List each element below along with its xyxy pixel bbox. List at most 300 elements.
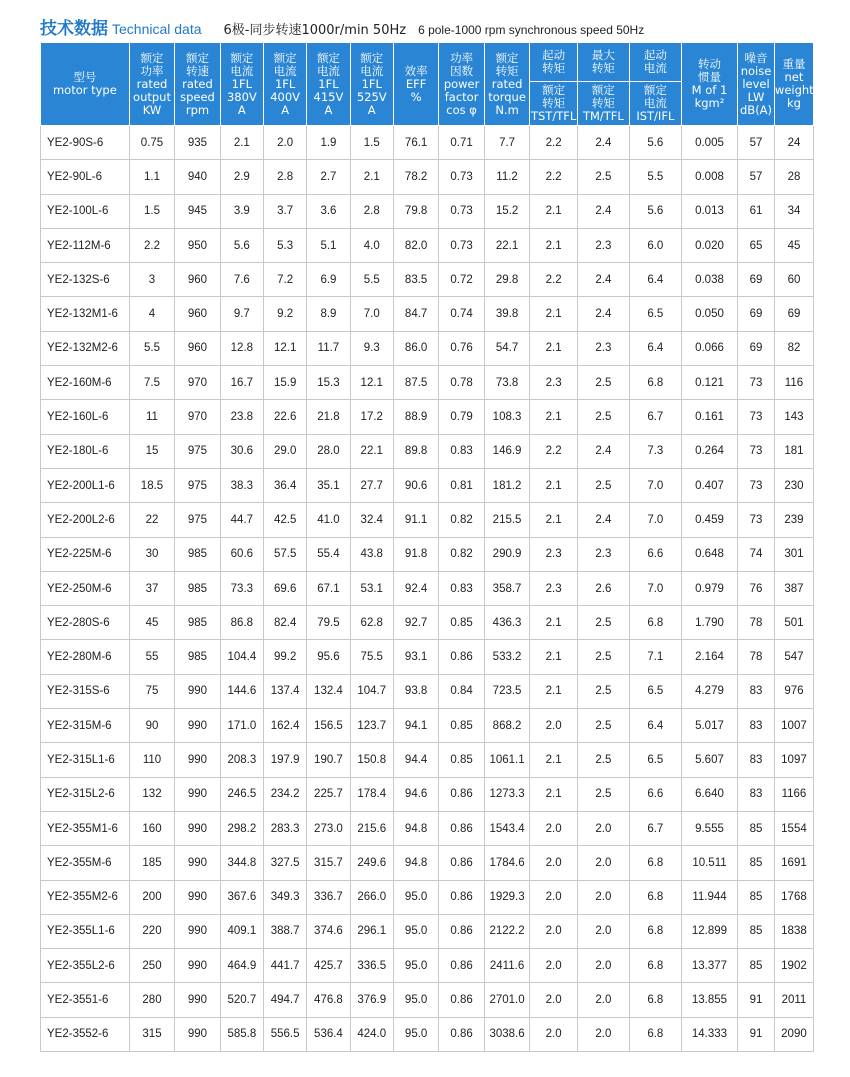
table-cell: 91 <box>738 1017 775 1051</box>
table-cell: 75.5 <box>350 640 393 674</box>
table-cell: 0.86 <box>439 914 484 948</box>
table-cell: 55.4 <box>307 537 350 571</box>
table-cell: 85 <box>738 846 775 880</box>
table-cell: 2.0 <box>530 1017 578 1051</box>
table-cell: 6.4 <box>629 263 681 297</box>
table-row <box>41 537 814 571</box>
table-cell: 7.1 <box>629 640 681 674</box>
header-line: 1FL <box>318 76 339 91</box>
table-cell: 985 <box>175 606 220 640</box>
table-cell: 2.1 <box>530 400 578 434</box>
table-cell: 39.8 <box>484 297 529 331</box>
table-cell: 0.264 <box>681 434 737 468</box>
header-line: rpm <box>185 102 210 117</box>
table-cell: 12.8 <box>220 331 263 365</box>
title-en: Technical data <box>112 21 202 37</box>
table-cell: 17.2 <box>350 400 393 434</box>
table-cell: 36.4 <box>264 468 307 502</box>
table-cell: 6.6 <box>629 537 681 571</box>
table-row <box>41 777 814 811</box>
table-cell: 5.3 <box>264 228 307 262</box>
table-cell: 208.3 <box>220 743 263 777</box>
table-cell: 1166 <box>774 777 813 811</box>
table-cell: 3.9 <box>220 194 263 228</box>
table-cell: 0.84 <box>439 674 484 708</box>
table-cell: 2.1 <box>530 503 578 537</box>
table-cell: 336.5 <box>350 949 393 983</box>
table-body <box>41 126 814 1052</box>
table-cell: 2.2 <box>129 228 174 262</box>
table-cell: 424.0 <box>350 1017 393 1051</box>
table-cell: 5.1 <box>307 228 350 262</box>
table-row <box>41 640 814 674</box>
header-line: 转矩 <box>591 96 615 110</box>
header-line: 噪音 <box>744 50 768 65</box>
table-cell: 73.3 <box>220 571 263 605</box>
header-line: 1FL <box>231 76 253 91</box>
table-cell: 54.7 <box>484 331 529 365</box>
table-cell: 2.3 <box>530 537 578 571</box>
table-cell: 0.86 <box>439 1017 484 1051</box>
header-line: 惯量 <box>697 70 721 84</box>
table-cell: 156.5 <box>307 709 350 743</box>
table-cell: 7.0 <box>350 297 393 331</box>
table-cell: 0.459 <box>681 503 737 537</box>
table-cell: 290.9 <box>484 537 529 571</box>
table-cell: 215.5 <box>484 503 529 537</box>
table-cell: 0.013 <box>681 194 737 228</box>
table-cell: 2.0 <box>577 914 629 948</box>
table-cell: 2.7 <box>307 160 350 194</box>
header-line: cos φ <box>446 102 477 117</box>
table-row <box>41 914 814 948</box>
table-cell: 92.4 <box>393 571 438 605</box>
header-line: A <box>367 102 376 117</box>
table-cell: 6.8 <box>629 366 681 400</box>
table-row <box>41 400 814 434</box>
cell-model: YE2-100L-6 <box>41 194 130 228</box>
table-cell: 108.3 <box>484 400 529 434</box>
table-row <box>41 1017 814 1051</box>
table-cell: 9.3 <box>350 331 393 365</box>
table-cell: 975 <box>175 434 220 468</box>
table-cell: 2.1 <box>530 777 578 811</box>
cell-model: YE2-355M-6 <box>41 846 130 880</box>
table-cell: 960 <box>175 297 220 331</box>
table-cell: 7.0 <box>629 571 681 605</box>
table-cell: 494.7 <box>264 983 307 1017</box>
table-cell: 34 <box>774 194 813 228</box>
table-cell: 60 <box>774 263 813 297</box>
table-cell: 6.4 <box>629 331 681 365</box>
table-cell: 1.5 <box>350 126 393 160</box>
table-cell: 2.5 <box>577 606 629 640</box>
header-line: 起动 <box>542 48 566 62</box>
table-cell: 86.0 <box>393 331 438 365</box>
header-line: M of 1 <box>691 83 728 97</box>
table-cell: 367.6 <box>220 880 263 914</box>
cell-model: YE2-315M-6 <box>41 709 130 743</box>
table-cell: 1.790 <box>681 606 737 640</box>
table-cell: 436.3 <box>484 606 529 640</box>
header-line: kgm² <box>694 96 725 110</box>
header-line: 电流 <box>360 63 384 78</box>
table-cell: 327.5 <box>264 846 307 880</box>
header-line: 额定 <box>230 50 254 65</box>
header-current-415v <box>307 43 350 126</box>
table-cell: 95.6 <box>307 640 350 674</box>
table-cell: 13.377 <box>681 949 737 983</box>
table-cell: 90 <box>129 709 174 743</box>
table-cell: 83 <box>738 743 775 777</box>
table-cell: 990 <box>175 846 220 880</box>
table-cell: 0.86 <box>439 777 484 811</box>
header-line: 重量 <box>782 57 806 71</box>
table-cell: 585.8 <box>220 1017 263 1051</box>
table-cell: 5.607 <box>681 743 737 777</box>
header-rated-torque <box>484 43 529 126</box>
header-start-torque-bottom <box>530 82 578 126</box>
table-cell: 7.0 <box>629 468 681 502</box>
table-cell: 990 <box>175 811 220 845</box>
table-row <box>41 331 814 365</box>
table-cell: 2.0 <box>530 880 578 914</box>
cell-model: YE2-315L2-6 <box>41 777 130 811</box>
table-row <box>41 674 814 708</box>
table-cell: 1554 <box>774 811 813 845</box>
table-cell: 5.5 <box>629 160 681 194</box>
table-cell: 73 <box>738 434 775 468</box>
header-line: rated <box>136 76 168 91</box>
header-line: kg <box>786 96 801 110</box>
table-cell: 14.333 <box>681 1017 737 1051</box>
table-cell: 0.85 <box>439 709 484 743</box>
table-cell: 5.5 <box>350 263 393 297</box>
table-cell: 18.5 <box>129 468 174 502</box>
header-line: factor <box>444 89 479 104</box>
table-cell: 92.7 <box>393 606 438 640</box>
header-line: 转动 <box>697 57 721 71</box>
table-cell: 5.6 <box>629 126 681 160</box>
table-cell: 868.2 <box>484 709 529 743</box>
table-cell: 76 <box>738 571 775 605</box>
header-line: TST/TFL <box>530 109 577 123</box>
table-cell: 230 <box>774 468 813 502</box>
table-cell: 4 <box>129 297 174 331</box>
header-line: rated <box>182 76 213 91</box>
table-cell: 2.8 <box>264 160 307 194</box>
table-cell: 23.8 <box>220 400 263 434</box>
header-line: 1FL <box>274 76 296 91</box>
table-cell: 42.5 <box>264 503 307 537</box>
table-cell: 249.6 <box>350 846 393 880</box>
table-cell: 2.9 <box>220 160 263 194</box>
header-line: KW <box>142 102 162 117</box>
header-line: IST/IFL <box>636 109 675 123</box>
table-cell: 2.0 <box>577 846 629 880</box>
header-line: 额定 <box>140 50 164 65</box>
table-cell: 29.0 <box>264 434 307 468</box>
header-line: 转矩 <box>542 61 566 75</box>
table-cell: 0.008 <box>681 160 737 194</box>
table-cell: 2.1 <box>530 228 578 262</box>
table-cell: 2.2 <box>530 263 578 297</box>
table-cell: 2011 <box>774 983 813 1017</box>
header-current-380v <box>220 43 263 126</box>
table-cell: 0.979 <box>681 571 737 605</box>
table-cell: 60.6 <box>220 537 263 571</box>
table-cell: 7.0 <box>629 503 681 537</box>
table-cell: 2.164 <box>681 640 737 674</box>
table-cell: 91.8 <box>393 537 438 571</box>
table-cell: 99.2 <box>264 640 307 674</box>
table-cell: 2.3 <box>530 366 578 400</box>
table-cell: 44.7 <box>220 503 263 537</box>
table-cell: 73 <box>738 366 775 400</box>
table-cell: 6.8 <box>629 606 681 640</box>
header-line: noise <box>740 63 772 78</box>
table-row <box>41 194 814 228</box>
table-cell: 69 <box>738 331 775 365</box>
table-cell: 990 <box>175 743 220 777</box>
table-cell: 178.4 <box>350 777 393 811</box>
table-cell: 0.86 <box>439 949 484 983</box>
table-cell: 6.6 <box>629 777 681 811</box>
table-cell: 0.121 <box>681 366 737 400</box>
table-cell: 990 <box>175 880 220 914</box>
table-row <box>41 503 814 537</box>
cell-model: YE2-250M-6 <box>41 571 130 605</box>
table-cell: 197.9 <box>264 743 307 777</box>
table-cell: 1061.1 <box>484 743 529 777</box>
table-row <box>41 743 814 777</box>
header-line: 转速 <box>185 63 209 78</box>
table-cell: 27.7 <box>350 468 393 502</box>
table-cell: 0.038 <box>681 263 737 297</box>
table-cell: 2.8 <box>350 194 393 228</box>
table-cell: 94.8 <box>393 811 438 845</box>
table-cell: 533.2 <box>484 640 529 674</box>
table-cell: 425.7 <box>307 949 350 983</box>
table-cell: 85 <box>738 811 775 845</box>
table-cell: 2.0 <box>530 709 578 743</box>
table-cell: 6.8 <box>629 914 681 948</box>
table-cell: 29.8 <box>484 263 529 297</box>
table-row <box>41 160 814 194</box>
table-cell: 76.1 <box>393 126 438 160</box>
header-line: 额定 <box>495 50 519 65</box>
table-cell: 7.3 <box>629 434 681 468</box>
table-row <box>41 228 814 262</box>
header-line: 额定 <box>316 50 340 65</box>
table-cell: 2.5 <box>577 674 629 708</box>
table-cell: 464.9 <box>220 949 263 983</box>
table-cell: 2.3 <box>530 571 578 605</box>
table-cell: 4.0 <box>350 228 393 262</box>
table-cell: 0.066 <box>681 331 737 365</box>
table-cell: 536.4 <box>307 1017 350 1051</box>
table-cell: 239 <box>774 503 813 537</box>
table-cell: 0.86 <box>439 846 484 880</box>
table-cell: 73 <box>738 468 775 502</box>
header-line: 电流 <box>316 63 340 78</box>
header-line: 525V <box>356 89 387 104</box>
table-cell: 0.83 <box>439 571 484 605</box>
table-cell: 2.0 <box>577 880 629 914</box>
table-cell: 35.1 <box>307 468 350 502</box>
table-cell: 0.050 <box>681 297 737 331</box>
header-line: 额定 <box>185 50 209 65</box>
title-spec-en: 6 pole-1000 rpm synchronous speed 50Hz <box>418 23 645 37</box>
table-cell: 3038.6 <box>484 1017 529 1051</box>
cell-model: YE2-355L2-6 <box>41 949 130 983</box>
table-cell: 1902 <box>774 949 813 983</box>
table-cell: 82 <box>774 331 813 365</box>
table-cell: 2.0 <box>577 949 629 983</box>
table-cell: 0.72 <box>439 263 484 297</box>
table-cell: 960 <box>175 263 220 297</box>
table-row <box>41 811 814 845</box>
table-cell: 1.1 <box>129 160 174 194</box>
table-cell: 975 <box>175 503 220 537</box>
table-cell: 11.944 <box>681 880 737 914</box>
cell-model: YE2-3551-6 <box>41 983 130 1017</box>
table-cell: 2411.6 <box>484 949 529 983</box>
table-cell: 79.5 <box>307 606 350 640</box>
table-cell: 7.2 <box>264 263 307 297</box>
table-cell: 28 <box>774 160 813 194</box>
table-cell: 723.5 <box>484 674 529 708</box>
header-current-400v <box>264 43 307 126</box>
table-cell: 22.6 <box>264 400 307 434</box>
table-cell: 2701.0 <box>484 983 529 1017</box>
table-cell: 16.7 <box>220 366 263 400</box>
table-cell: 9.555 <box>681 811 737 845</box>
table-cell: 38.3 <box>220 468 263 502</box>
header-line: torque <box>488 89 526 104</box>
cell-model: YE2-355M2-6 <box>41 880 130 914</box>
table-cell: 55 <box>129 640 174 674</box>
table-cell: 2.0 <box>530 949 578 983</box>
table-cell: 976 <box>774 674 813 708</box>
table-cell: 2090 <box>774 1017 813 1051</box>
table-cell: 2.4 <box>577 297 629 331</box>
table-cell: 0.86 <box>439 983 484 1017</box>
cell-model: YE2-280S-6 <box>41 606 130 640</box>
table-cell: 3 <box>129 263 174 297</box>
header-line: output <box>133 89 171 104</box>
table-cell: 30.6 <box>220 434 263 468</box>
table-cell: 1273.3 <box>484 777 529 811</box>
table-cell: 990 <box>175 949 220 983</box>
table-cell: 8.9 <box>307 297 350 331</box>
table-cell: 5.017 <box>681 709 737 743</box>
table-cell: 73 <box>738 503 775 537</box>
table-cell: 0.76 <box>439 331 484 365</box>
header-line: power <box>443 76 480 91</box>
table-cell: 94.6 <box>393 777 438 811</box>
table-cell: 344.8 <box>220 846 263 880</box>
table-cell: 90.6 <box>393 468 438 502</box>
cell-model: YE2-132S-6 <box>41 263 130 297</box>
table-cell: 69 <box>738 263 775 297</box>
table-cell: 6.8 <box>629 983 681 1017</box>
table-cell: 315 <box>129 1017 174 1051</box>
table-cell: 280 <box>129 983 174 1017</box>
table-cell: 83 <box>738 777 775 811</box>
header-line: A <box>237 102 246 117</box>
table-cell: 45 <box>774 228 813 262</box>
table-header <box>41 43 814 126</box>
table-cell: 93.1 <box>393 640 438 674</box>
table-cell: 960 <box>175 331 220 365</box>
table-cell: 79.8 <box>393 194 438 228</box>
table-cell: 74 <box>738 537 775 571</box>
table-cell: 358.7 <box>484 571 529 605</box>
table-cell: 116 <box>774 366 813 400</box>
table-cell: 2.0 <box>530 846 578 880</box>
table-cell: 2.5 <box>577 640 629 674</box>
table-cell: 225.7 <box>307 777 350 811</box>
table-cell: 250 <box>129 949 174 983</box>
table-row <box>41 263 814 297</box>
table-cell: 2122.2 <box>484 914 529 948</box>
cell-model: YE2-355M1-6 <box>41 811 130 845</box>
table-cell: 0.73 <box>439 160 484 194</box>
table-cell: 215.6 <box>350 811 393 845</box>
header-model <box>41 43 130 126</box>
header-current-525v <box>350 43 393 126</box>
table-cell: 1929.3 <box>484 880 529 914</box>
header-line: 电流 <box>643 96 667 110</box>
table-cell: 2.5 <box>577 709 629 743</box>
table-cell: 61 <box>738 194 775 228</box>
table-cell: 13.855 <box>681 983 737 1017</box>
table-cell: 2.1 <box>350 160 393 194</box>
header-line: 400V <box>270 89 301 104</box>
header-line: A <box>324 102 333 117</box>
table-cell: 110 <box>129 743 174 777</box>
header-power-factor <box>439 43 484 126</box>
table-cell: 2.5 <box>577 777 629 811</box>
header-weight <box>774 43 813 126</box>
header-line: 因数 <box>450 63 474 78</box>
table-cell: 0.78 <box>439 366 484 400</box>
table-cell: 2.0 <box>264 126 307 160</box>
table-cell: 7.6 <box>220 263 263 297</box>
table-cell: 0.86 <box>439 811 484 845</box>
table-cell: 6.9 <box>307 263 350 297</box>
table-cell: 990 <box>175 674 220 708</box>
table-cell: 0.73 <box>439 194 484 228</box>
table-cell: 2.3 <box>577 331 629 365</box>
table-cell: 547 <box>774 640 813 674</box>
table-cell: 85 <box>738 914 775 948</box>
header-line: 转矩 <box>591 61 615 75</box>
table-cell: 94.1 <box>393 709 438 743</box>
table-cell: 0.005 <box>681 126 737 160</box>
table-cell: 143 <box>774 400 813 434</box>
header-line: TM/TFL <box>582 109 624 123</box>
cell-model: YE2-180L-6 <box>41 434 130 468</box>
table-cell: 2.1 <box>530 194 578 228</box>
cell-model: YE2-280M-6 <box>41 640 130 674</box>
table-cell: 144.6 <box>220 674 263 708</box>
table-cell: 990 <box>175 1017 220 1051</box>
table-cell: 7.5 <box>129 366 174 400</box>
header-line: 额定 <box>542 83 566 97</box>
table-cell: 86.8 <box>220 606 263 640</box>
